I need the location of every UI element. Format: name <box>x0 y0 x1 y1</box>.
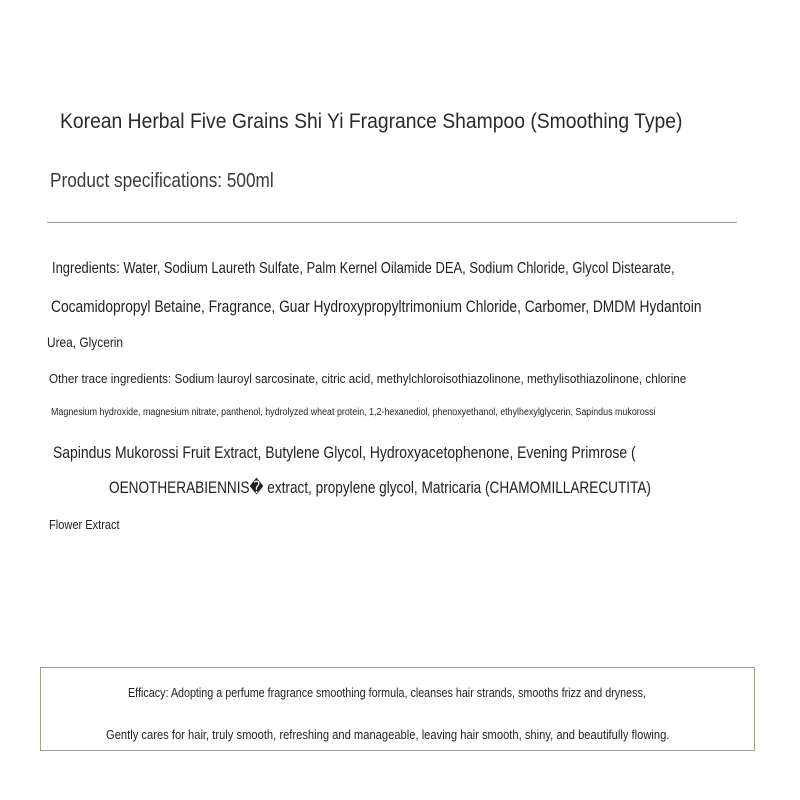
ingredients-line-1: Ingredients: Water, Sodium Laureth Sulfate, Palm Kernel Oilamide DEA, Sodium Chloride, Glycol Distearate, <box>52 260 675 277</box>
extracts-line-3: Flower Extract <box>49 517 120 532</box>
trace-ingredients-line-2: Magnesium hydroxide, magnesium nitrate, panthenol, hydrolyzed wheat protein, 1,2-hexanediol, phenoxyethanol, ethylhexylglycerin, Sapindus mukorossi <box>51 407 656 418</box>
trace-ingredients-line-1: Other trace ingredients: Sodium lauroyl sarcosinate, citric acid, methylchloroisothiazolinone, methylisothiazolinone, chlorine <box>49 371 687 386</box>
ingredients-line-3: Urea, Glycerin <box>47 334 124 350</box>
extracts-line-1: Sapindus Mukorossi Fruit Extract, Butylene Glycol, Hydroxyacetophenone, Evening Primrose ( <box>53 443 636 462</box>
ingredients-line-2: Cocamidopropyl Betaine, Fragrance, Guar Hydroxypropyltrimonium Chloride, Carbomer, DMDM Hydantoin <box>51 297 702 316</box>
extracts-line-2: OENOTHERABIENNIS� extract, propylene glycol, Matricaria (CHAMOMILLARECUTITA) <box>109 478 651 497</box>
efficacy-line-2: Gently cares for hair, truly smooth, refreshing and manageable, leaving hair smooth, shiny, and beautifully flowing. <box>106 727 670 742</box>
product-specifications: Product specifications: 500ml <box>50 170 274 192</box>
efficacy-line-1: Efficacy: Adopting a perfume fragrance smoothing formula, cleanses hair strands, smooths frizz and dryness, <box>128 686 646 700</box>
product-title: Korean Herbal Five Grains Shi Yi Fragrance Shampoo (Smoothing Type) <box>60 110 683 133</box>
section-divider <box>47 222 737 223</box>
